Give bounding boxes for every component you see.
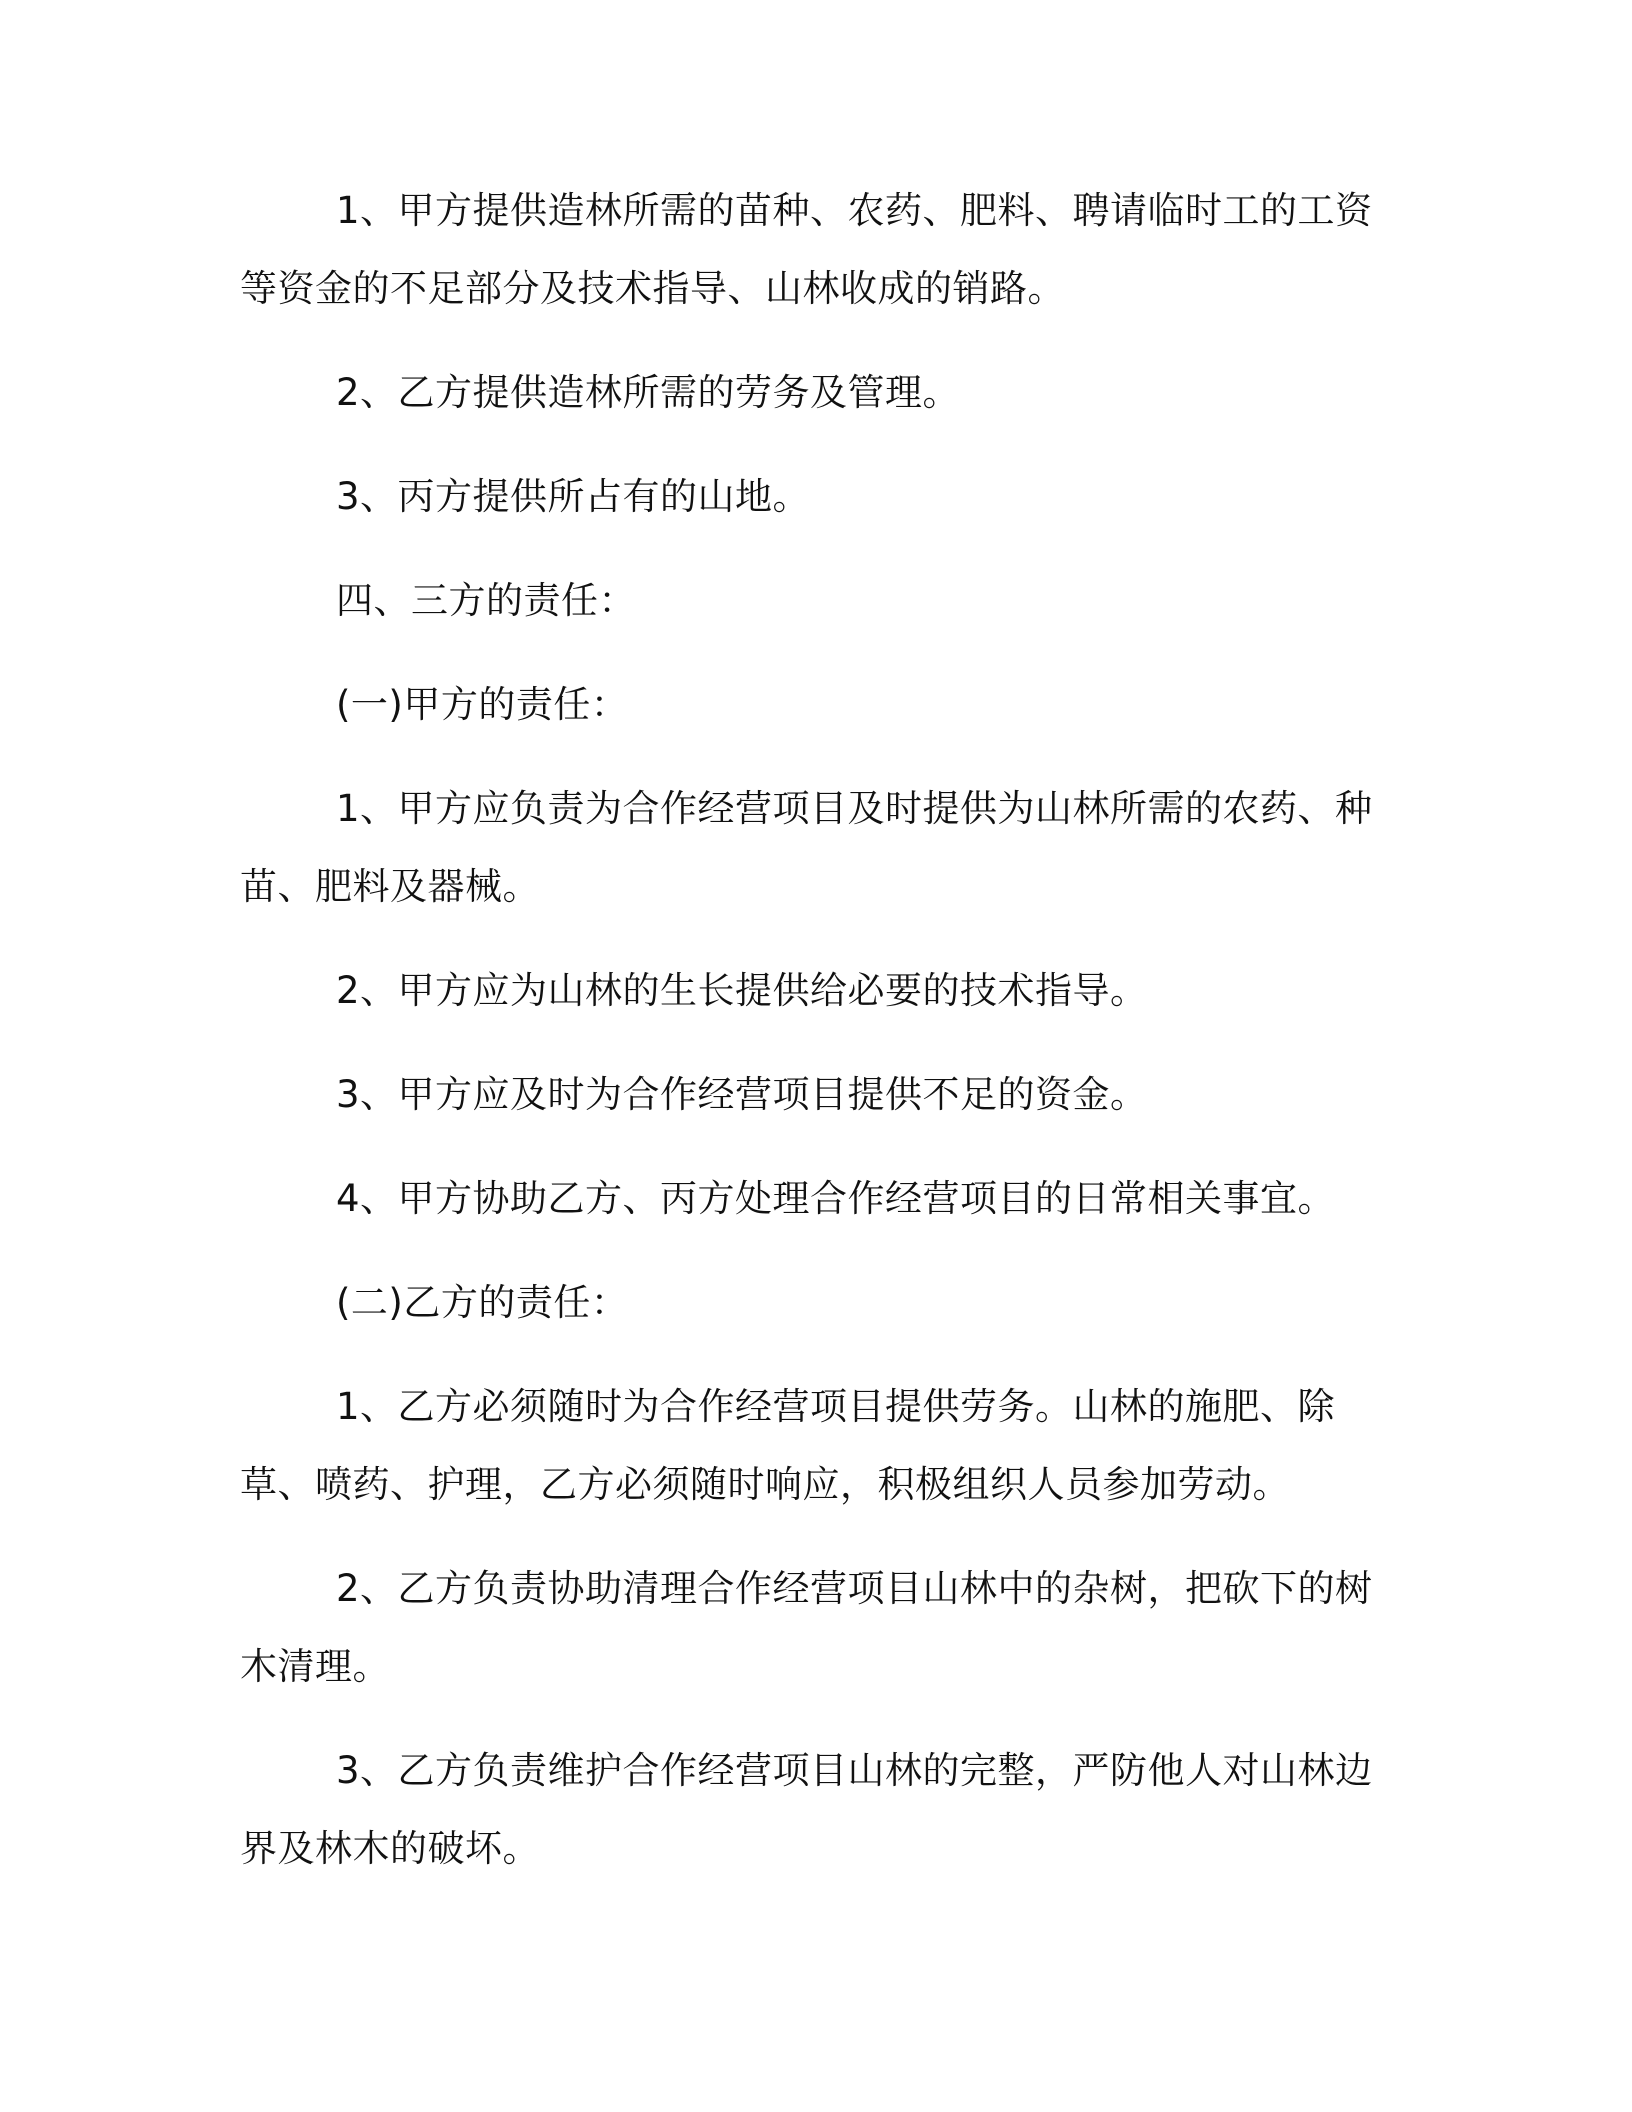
document-body (240, 172, 1380, 1914)
paragraph-13: 3、乙方负责维护合作经营项目山林的完整，严防他人对山林边界及林木的破坏。 (240, 1749, 1373, 1870)
subsection-heading-party-a: (一)甲方的责任： (336, 683, 629, 726)
paragraph-12: 2、乙方负责协助清理合作经营项目山林中的杂树，把砍下的树木清理。 (240, 1567, 1373, 1688)
subsection-heading-party-b: (二)乙方的责任： (336, 1281, 629, 1324)
paragraph-6: 1、甲方应负责为合作经营项目及时提供为山林所需的农药、种苗、肥料及器械。 (240, 787, 1373, 908)
paragraph-7: 2、甲方应为山林的生长提供给必要的技术指导。 (336, 969, 1148, 1012)
paragraph-2: 2、乙方提供造林所需的劳务及管理。 (336, 371, 961, 414)
paragraph-1: 1、甲方提供造林所需的苗种、农药、肥料、聘请临时工的工资等资金的不足部分及技术指导、山林收成的销路。 (240, 189, 1373, 310)
paragraph-3: 3、丙方提供所占有的山地。 (336, 475, 811, 518)
paragraph-9: 4、甲方协助乙方、丙方处理合作经营项目的日常相关事宜。 (336, 1177, 1336, 1220)
section-heading-responsibilities: 四、三方的责任： (336, 579, 636, 622)
paragraph-8: 3、甲方应及时为合作经营项目提供不足的资金。 (336, 1073, 1148, 1116)
paragraph-11: 1、乙方必须随时为合作经营项目提供劳务。山林的施肥、除草、喷药、护理，乙方必须随时响应，积极组织人员参加劳动。 (240, 1385, 1336, 1506)
